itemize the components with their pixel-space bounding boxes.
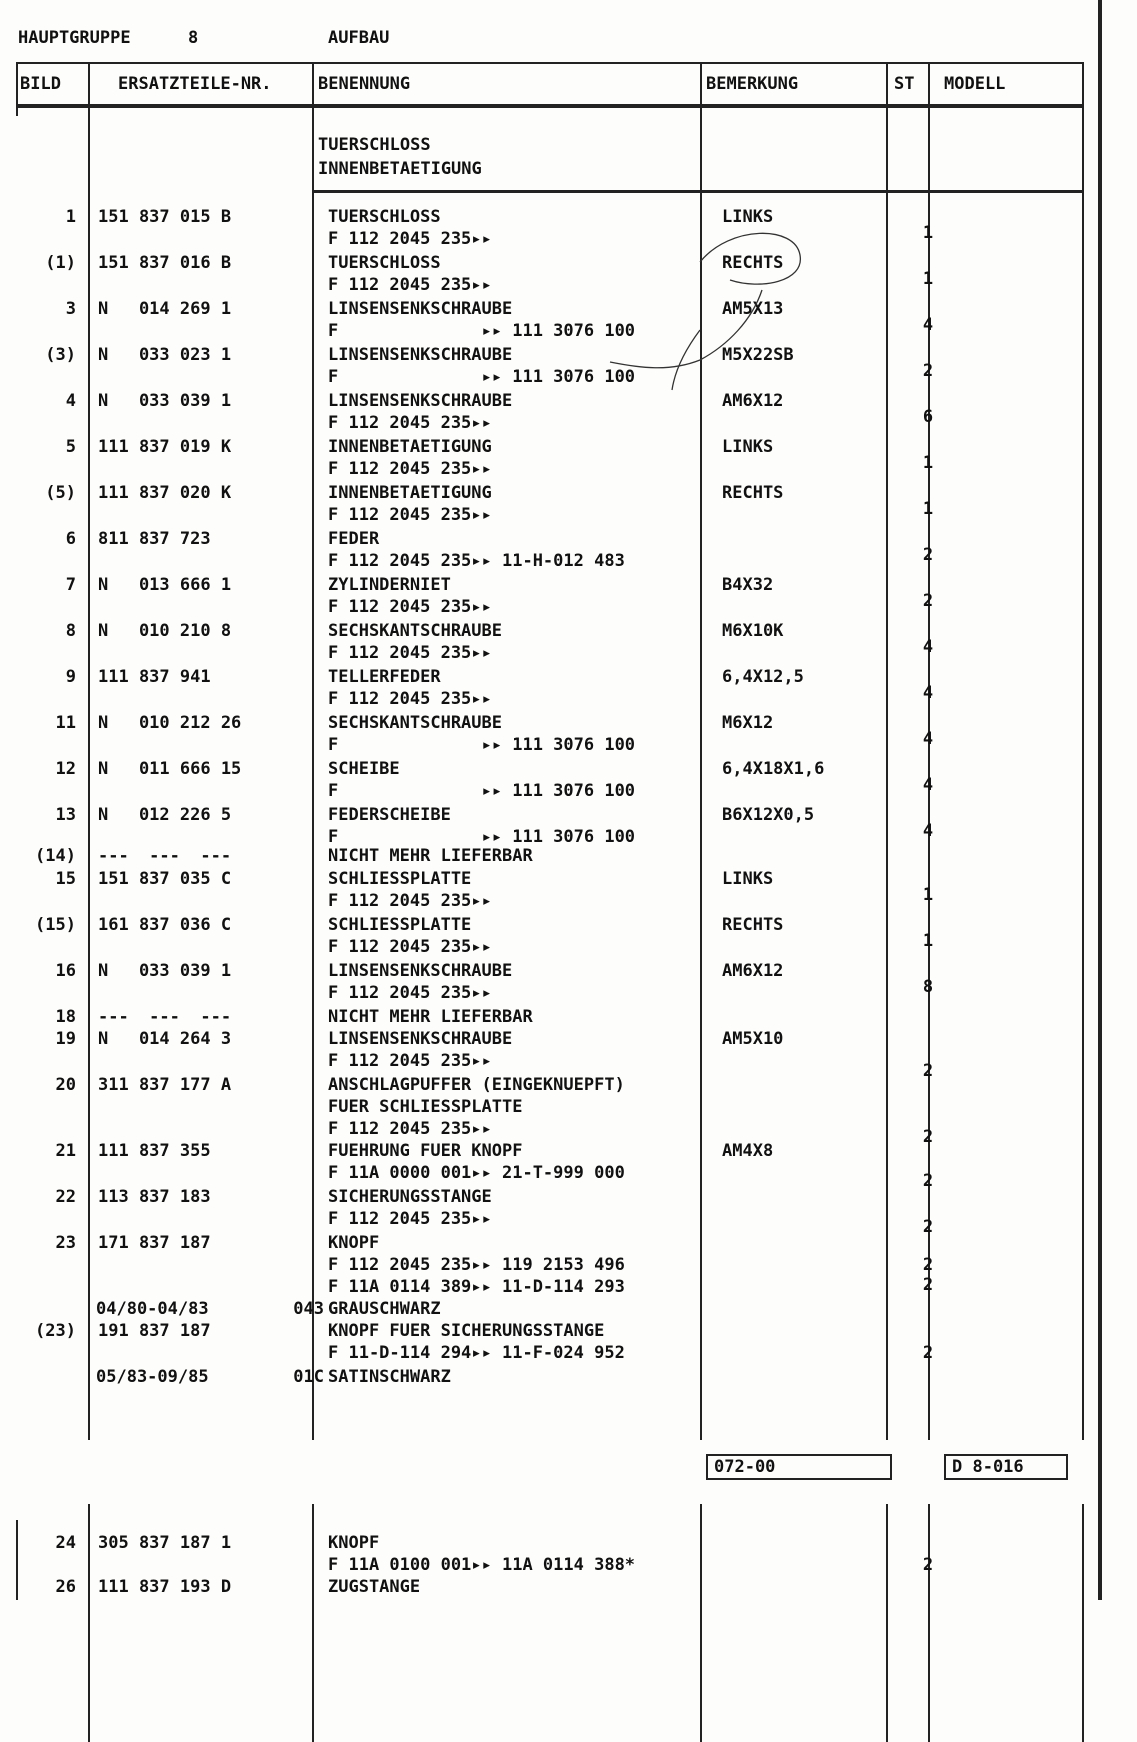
row-part-number: N 012 226 5 [98, 805, 232, 825]
row-name: INNENBETAETIGUNG [328, 437, 492, 457]
row-serial-range: F ▸▸ 111 3076 100 [328, 367, 636, 387]
row-part-number: 151 837 016 B [98, 253, 232, 273]
col-part-number: ERSATZTEILE-NR. [118, 74, 272, 94]
row-quantity: 2 [922, 1343, 934, 1363]
row-quantity: 4 [922, 315, 934, 335]
row-quantity: 1 [922, 223, 934, 243]
row-serial-range: F 112 2045 235▸▸ [328, 459, 492, 479]
row-part-number: N 014 269 1 [98, 299, 232, 319]
row-bild: 12 [55, 759, 76, 779]
section-title-2: INNENBETAETIGUNG [318, 159, 482, 179]
row-part-number: N 033 039 1 [98, 391, 232, 411]
row-name: SCHLIESSPLATTE [328, 915, 472, 935]
row-bild: (15) [35, 915, 76, 935]
row-quantity: 1 [922, 931, 934, 951]
row-bild: 22 [55, 1187, 76, 1207]
row-part-number: 171 837 187 [98, 1233, 211, 1253]
row-serial-range: F 112 2045 235▸▸ [328, 505, 492, 525]
row-bild: 23 [55, 1233, 76, 1253]
row-serial-range: F 112 2045 235▸▸ [328, 983, 492, 1003]
row-remark: M6X12 [722, 713, 774, 733]
row-quantity: 1 [922, 885, 934, 905]
row-remark: AM6X12 [722, 961, 784, 981]
row-name: SCHEIBE [328, 759, 400, 779]
row-bild: 4 [65, 391, 76, 411]
row-remark: RECHTS [722, 915, 784, 935]
row-remark: AM4X8 [722, 1141, 774, 1161]
row-serial-range: F ▸▸ 111 3076 100 [328, 781, 636, 801]
table-top-border [16, 62, 1082, 64]
row-bild: 3 [65, 299, 76, 319]
section-name: AUFBAU [328, 28, 390, 48]
row-name: NICHT MEHR LIEFERBAR [328, 1007, 533, 1027]
row-name: FUEHRUNG FUER KNOPF [328, 1141, 523, 1161]
row-serial-range: F 112 2045 235▸▸ [328, 891, 492, 911]
row-bild: (3) [45, 345, 76, 365]
row-part-number: N 014 264 3 [98, 1029, 232, 1049]
np-row-serial-range: F 11A 0100 001▸▸ 11A 0114 388* [328, 1555, 636, 1575]
row-part-number: N 033 023 1 [98, 345, 232, 365]
row-serial-range-2: F 11A 0114 389▸▸ 11-D-114 293 [328, 1277, 625, 1297]
color-name: SATINSCHWARZ [328, 1367, 451, 1387]
col-bild: BILD [20, 74, 61, 94]
row-part-number: 161 837 036 C [98, 915, 232, 935]
row-name: LINSENSENKSCHRAUBE [328, 299, 513, 319]
row-name: TUERSCHLOSS [328, 207, 441, 227]
row-name: TUERSCHLOSS [328, 253, 441, 273]
footer-code-box: 072-00 [706, 1454, 892, 1480]
color-name: GRAUSCHWARZ [328, 1299, 441, 1319]
row-part-number: 111 837 019 K [98, 437, 232, 457]
row-quantity: 1 [922, 453, 934, 473]
row-quantity: 8 [922, 977, 934, 997]
row-name: ANSCHLAGPUFFER (EINGEKNUEPFT) [328, 1075, 625, 1095]
row-remark: LINKS [722, 207, 774, 227]
section-rule [312, 190, 1082, 193]
row-part-number: N 033 039 1 [98, 961, 232, 981]
row-name-line2: FUER SCHLIESSPLATTE [328, 1097, 523, 1117]
row-name: LINSENSENKSCHRAUBE [328, 961, 513, 981]
row-quantity: 2 [922, 545, 934, 565]
row-remark: AM6X12 [722, 391, 784, 411]
row-serial-range: F 112 2045 235▸▸ [328, 689, 492, 709]
row-part-number: 151 837 035 C [98, 869, 232, 889]
row-serial-range: F 112 2045 235▸▸ [328, 1209, 492, 1229]
row-quantity: 4 [922, 683, 934, 703]
row-name: LINSENSENKSCHRAUBE [328, 1029, 513, 1049]
row-name: KNOPF [328, 1233, 380, 1253]
row-remark: 6,4X12,5 [722, 667, 804, 687]
row-part-number: N 010 210 8 [98, 621, 232, 641]
row-remark: B4X32 [722, 575, 774, 595]
row-name: LINSENSENKSCHRAUBE [328, 345, 513, 365]
row-part-number: 811 837 723 [98, 529, 211, 549]
np-divider-name [700, 1520, 702, 1600]
row-serial-range: F 11A 0000 001▸▸ 21-T-999 000 [328, 1163, 625, 1183]
footer-page-box: D 8-016 [944, 1454, 1068, 1480]
row-serial-range: F 112 2045 235▸▸ [328, 597, 492, 617]
row-serial-range: F 112 2045 235▸▸ 11-H-012 483 [328, 551, 625, 571]
row-bild: 16 [55, 961, 76, 981]
col-name: BENENNUNG [318, 74, 411, 94]
row-remark: M5X22SB [722, 345, 794, 365]
row-quantity: 2 [922, 361, 934, 381]
row-quantity: 2 [922, 1171, 934, 1191]
row-quantity: 2 [922, 1127, 934, 1147]
row-remark: AM5X13 [722, 299, 784, 319]
color-code: 043 [293, 1299, 324, 1319]
row-quantity: 2 [922, 1255, 934, 1275]
row-bild: 7 [65, 575, 76, 595]
row-part-number: 111 837 355 [98, 1141, 211, 1161]
row-serial-range: F 112 2045 235▸▸ [328, 229, 492, 249]
divider-tail [312, 1420, 314, 1440]
row-bild: 9 [65, 667, 76, 687]
row-serial-range: F 11-D-114 294▸▸ 11-F-024 952 [328, 1343, 625, 1363]
row-name: SICHERUNGSSTANGE [328, 1187, 492, 1207]
row-quantity: 1 [922, 269, 934, 289]
row-part-number: 113 837 183 [98, 1187, 211, 1207]
row-bild: 15 [55, 869, 76, 889]
row-remark: RECHTS [722, 253, 784, 273]
color-date-range: 05/83-09/85 [96, 1367, 209, 1387]
col-remark: BEMERKUNG [706, 74, 799, 94]
row-remark: LINKS [722, 869, 774, 889]
row-bild: 13 [55, 805, 76, 825]
row-remark: B6X12X0,5 [722, 805, 815, 825]
row-quantity: 4 [922, 775, 934, 795]
row-bild: (5) [45, 483, 76, 503]
row-name: NICHT MEHR LIEFERBAR [328, 846, 533, 866]
row-bild: (14) [35, 846, 76, 866]
row-bild: 1 [65, 207, 76, 227]
np-row-bild: 24 [55, 1533, 76, 1553]
row-remark: 6,4X18X1,6 [722, 759, 825, 779]
row-serial-range: F ▸▸ 111 3076 100 [328, 827, 636, 847]
row-quantity: 2 [922, 591, 934, 611]
row-serial-range: F 112 2045 235▸▸ [328, 1119, 492, 1139]
row-serial-range: F 112 2045 235▸▸ [328, 643, 492, 663]
page-gap [0, 1440, 1096, 1504]
row-quantity: 6 [922, 407, 934, 427]
row-bild: 11 [55, 713, 76, 733]
row-part-number: --- --- --- [98, 1007, 232, 1027]
np-row-quantity: 2 [922, 1555, 934, 1575]
row-part-number: N 013 666 1 [98, 575, 232, 595]
row-bild: 18 [55, 1007, 76, 1027]
row-name: FEDERSCHEIBE [328, 805, 451, 825]
row-name: ZYLINDERNIET [328, 575, 451, 595]
row-part-number: 111 837 020 K [98, 483, 232, 503]
row-bild: 19 [55, 1029, 76, 1049]
row-remark: RECHTS [722, 483, 784, 503]
row-remark: LINKS [722, 437, 774, 457]
row-serial-range: F ▸▸ 111 3076 100 [328, 321, 636, 341]
row-remark: AM5X10 [722, 1029, 784, 1049]
row-serial-range: F ▸▸ 111 3076 100 [328, 735, 636, 755]
row-serial-range: F 112 2045 235▸▸ [328, 1051, 492, 1071]
row-serial-range: F 112 2045 235▸▸ [328, 413, 492, 433]
header-double-rule [16, 104, 1082, 108]
row-serial-range: F 112 2045 235▸▸ [328, 937, 492, 957]
row-name: INNENBETAETIGUNG [328, 483, 492, 503]
row-part-number: 191 837 187 [98, 1321, 211, 1341]
row-bild: (1) [45, 253, 76, 273]
np-row-part-number: 111 837 193 D [98, 1577, 232, 1597]
border-left-top [16, 62, 18, 116]
row-quantity: 4 [922, 637, 934, 657]
row-name: SECHSKANTSCHRAUBE [328, 621, 502, 641]
color-date-range: 04/80-04/83 [96, 1299, 209, 1319]
section-title-1: TUERSCHLOSS [318, 135, 431, 155]
row-part-number: N 011 666 15 [98, 759, 242, 779]
row-part-number: 311 837 177 A [98, 1075, 232, 1095]
col-quantity: ST [894, 74, 915, 94]
row-part-number: N 010 212 26 [98, 713, 242, 733]
np-row-name: KNOPF [328, 1533, 380, 1553]
color-code: 01C [293, 1367, 324, 1387]
row-bild: 20 [55, 1075, 76, 1095]
np-divider-bem [886, 1520, 888, 1600]
row-quantity: 4 [922, 821, 934, 841]
row-serial-range: F 112 2045 235▸▸ [328, 275, 492, 295]
row-name: SECHSKANTSCHRAUBE [328, 713, 502, 733]
row-quantity: 2 [922, 1061, 934, 1081]
col-model: MODELL [944, 74, 1006, 94]
row-bild: (23) [35, 1321, 76, 1341]
row-bild: 5 [65, 437, 76, 457]
row-quantity: 4 [922, 729, 934, 749]
main-group-label: HAUPTGRUPPE [18, 28, 131, 48]
row-name: TELLERFEDER [328, 667, 441, 687]
np-row-part-number: 305 837 187 1 [98, 1533, 232, 1553]
row-name: LINSENSENKSCHRAUBE [328, 391, 513, 411]
row-remark: M6X10K [722, 621, 784, 641]
row-quantity: 1 [922, 499, 934, 519]
page-right-edge [1098, 0, 1102, 1600]
np-divider-modell [1082, 1520, 1084, 1600]
row-bild: 6 [65, 529, 76, 549]
row-part-number: 151 837 015 B [98, 207, 232, 227]
row-name: FEDER [328, 529, 380, 549]
row-bild: 21 [55, 1141, 76, 1161]
row-quantity: 2 [922, 1217, 934, 1237]
row-name: SCHLIESSPLATTE [328, 869, 472, 889]
row-serial-range: F 112 2045 235▸▸ 119 2153 496 [328, 1255, 625, 1275]
row-part-number: --- --- --- [98, 846, 232, 866]
row-quantity-2: 2 [922, 1275, 934, 1295]
np-divider-bild [88, 1520, 90, 1600]
np-row-bild: 26 [55, 1577, 76, 1597]
main-group-number: 8 [188, 28, 199, 48]
np-divider-part [312, 1520, 314, 1600]
row-name: KNOPF FUER SICHERUNGSSTANGE [328, 1321, 605, 1341]
np-row-name: ZUGSTANGE [328, 1577, 421, 1597]
row-bild: 8 [65, 621, 76, 641]
row-part-number: 111 837 941 [98, 667, 211, 687]
